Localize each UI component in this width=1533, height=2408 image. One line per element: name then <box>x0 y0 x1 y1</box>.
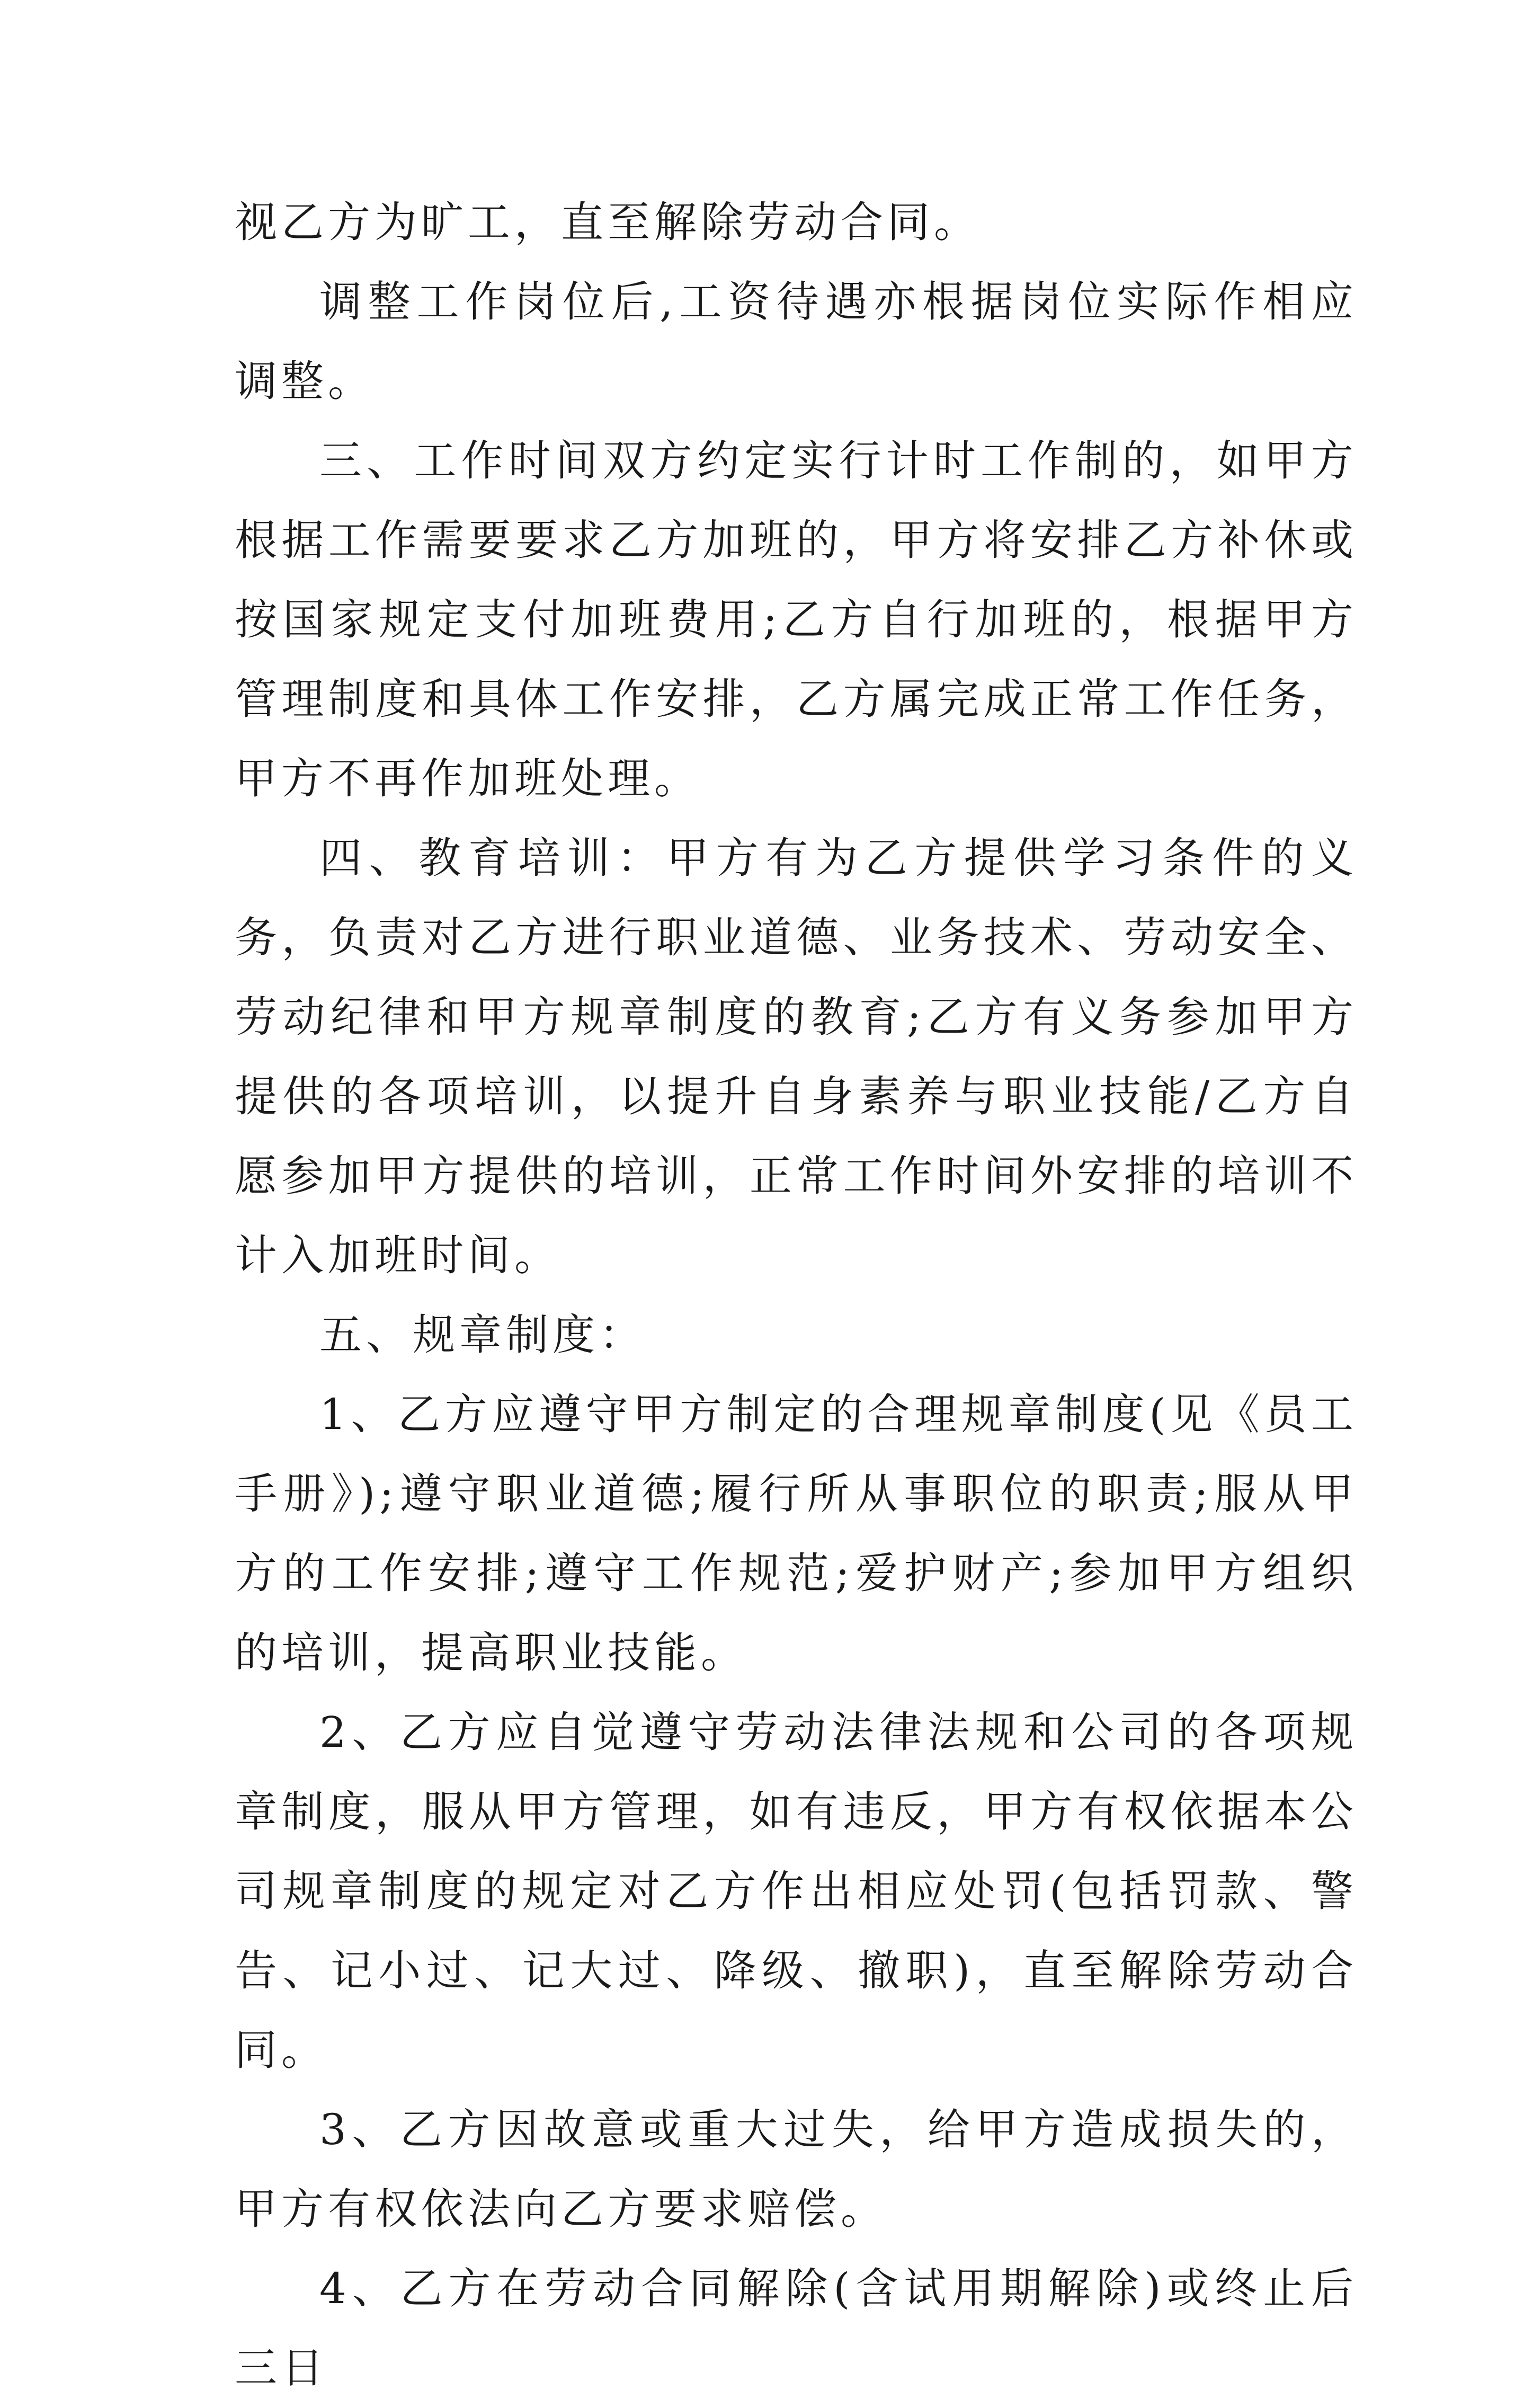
paragraph-wage-adjustment: 调整工作岗位后,工资待遇亦根据岗位实际作相应调整。 <box>235 277 1358 406</box>
paragraph-rule-3: 3、乙方因故意或重大过失，给甲方造成损失的，甲方有权依法向乙方要求赔偿。 <box>235 2105 1358 2234</box>
paragraph-absence-continuation: 视乙方为旷工，直至解除劳动合同。 <box>235 198 981 247</box>
heading-rules-regulations: 五、规章制度： <box>319 1310 646 1360</box>
paragraph-rule-4: 4、乙方在劳动合同解除(含试用期解除)或终止后三日 <box>235 2264 1358 2393</box>
paragraph-rule-2: 2、乙方应自觉遵守劳动法律法规和公司的各项规章制度，服从甲方管理，如有违反，甲方有权依据本公司规章制度的规定对乙方作出相应处罚(包括罚款、警告、记小过、记大过、降级、撤职)，直至解除劳动合同。 <box>235 1708 1358 2075</box>
paragraph-education-training: 四、教育培训：甲方有为乙方提供学习条件的义务，负责对乙方进行职业道德、业务技术、劳动安全、劳动纪律和甲方规章制度的教育;乙方有义务参加甲方提供的各项培训，以提升自身素养与职业技能/乙方自愿参加甲方提供的培训，正常工作时间外安排的培训不计入加班时间。 <box>235 833 1358 1280</box>
paragraph-working-hours: 三、工作时间双方约定实行计时工作制的，如甲方根据工作需要要求乙方加班的，甲方将安排乙方补休或按国家规定支付加班费用;乙方自行加班的，根据甲方管理制度和具体工作安排，乙方属完成正常工作任务，甲方不再作加班处理。 <box>235 436 1358 803</box>
paragraph-rule-1: 1、乙方应遵守甲方制定的合理规章制度(见《员工手册》);遵守职业道德;履行所从事职位的职责;服从甲方的工作安排;遵守工作规范;爱护财产;参加甲方组织的培训，提高职业技能。 <box>235 1390 1358 1677</box>
document-body <box>235 183 1358 2408</box>
